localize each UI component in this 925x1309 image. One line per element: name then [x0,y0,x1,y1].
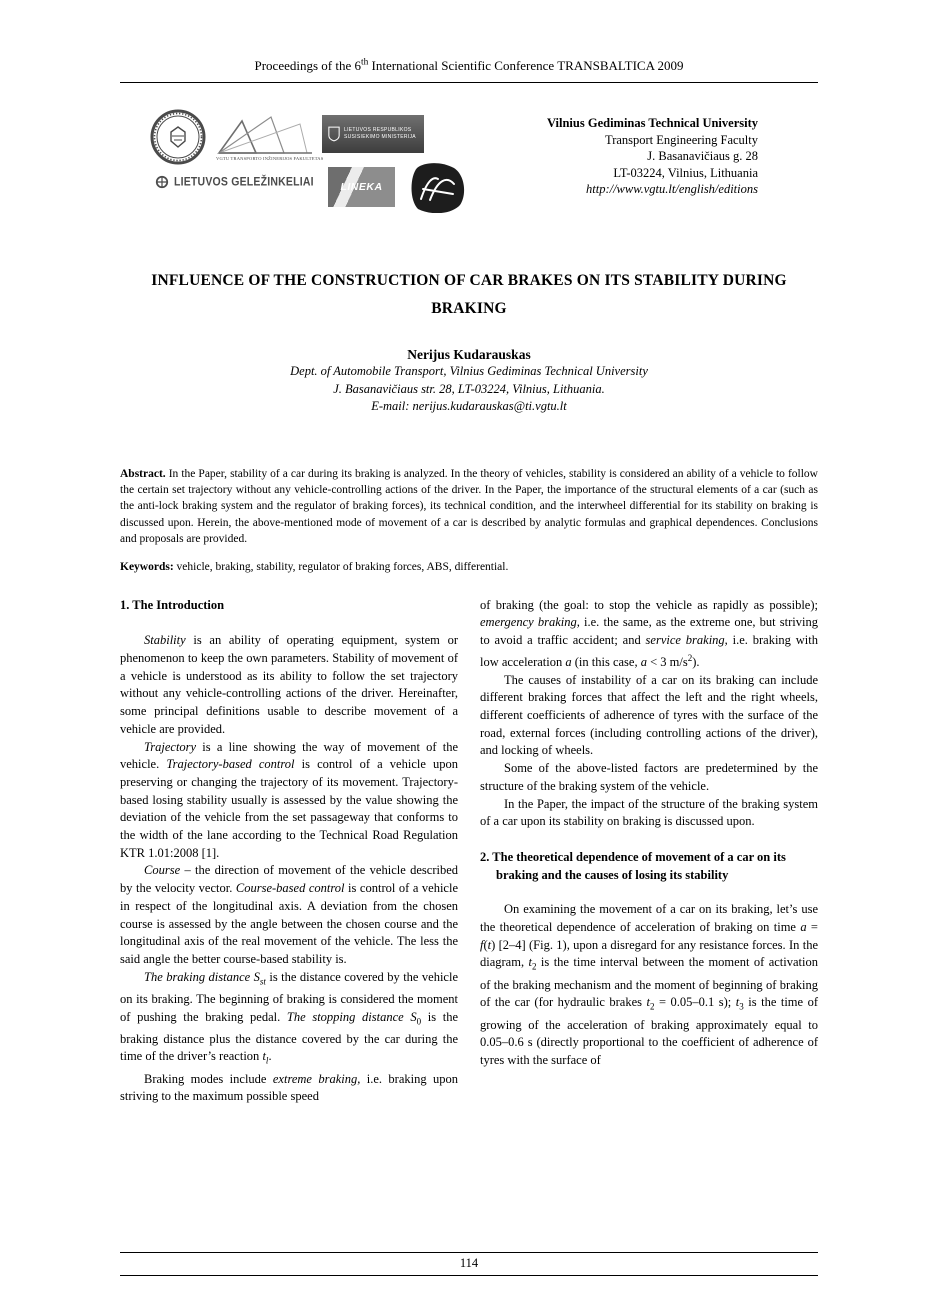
partner-logo [408,163,466,213]
faculty-logo-caption: VGTU TRANSPORTO INŽINERIJOS FAKULTETAS [216,156,324,162]
paragraph: Some of the above-listed factors are predetermined by the structure of the braking system of the vehicle. [480,761,818,793]
keywords: Keywords: vehicle, braking, stability, regulator of braking forces, ABS, differential. [120,561,509,574]
ministry-logo-line2: SUSISIEKIMO MINISTERIJA [344,134,416,141]
railways-logo-label: LIETUVOS GELEŽINKELIAI [174,175,314,190]
running-header [120,58,818,83]
lineka-logo-label: LINEKA [340,181,383,194]
paragraph: Braking modes include extreme braking, i.e. braking upon striving to the maximum possible speed [120,1071,458,1104]
paragraph: Trajectory is a line showing the way of movement of the vehicle. Trajectory-based control is control of a vehicle upon preserving or changing the trajectory of its movement. Trajectory-based losing stability usually is assessed by the value showing the deviation of the vehicle from the set passageway that conforms to the width of the lane according to the Technical Road Regulation KTR 1.01:2008 [1]. [120,739,459,860]
ministry-logo-text [344,127,416,142]
two-column-body [120,597,818,1106]
lineka-logo [328,167,395,207]
author-email: E-mail: nerijus.kudarauskas@ti.vgtu.lt [371,399,567,414]
paragraph: The causes of instability of a car on its braking can include different braking forces that affect the left and the right wheels, different coefficients of adherence of tyres with the surface of the road, external forces (including controlling actions of the driver), and locking of wheels. [480,672,818,758]
article-title: INFLUENCE OF THE CONSTRUCTION OF CAR BRAKES ON ITS STABILITY DURING BRAKING [151,272,787,318]
section-heading-theoretical-dependence: 2. The theoretical dependence of movement of a car on its braking and the causes of losing its stability [480,849,786,882]
section-heading-introduction: 1. The Introduction [120,597,225,612]
paragraph: On examining the movement of a car on its braking, let’s use the theoretical dependence of acceleration of braking on time a = f(t) [2–4] (Fig. 1), upon a disregard for any resistance forces. In the diagram, $t_2$ is the time interval between the moment of activation of the braking mechanism and the moment of beginning of braking of the car (for hydraulic brakes $t_2 = 0.05-0.1$ s); $t_3$ is the time of growing of the acceleration of braking approximately equal to 0.05–0.6 s (directly proportional to the coefficient of adherence of tyres with the surface of [480,902,818,1067]
author-address: J. Basanavičiaus str. 28, LT-03224, Vilnius, Lithuania. [333,381,605,396]
author-name: Nerijus Kudarauskas [407,347,531,363]
affiliation-block [547,115,758,198]
affiliation-city: LT-03224, Vilnius, Lithuania [613,165,758,180]
paragraph: Course – the direction of movement of the vehicle described by the velocity vector. Course-based control is control of a vehicle in respect of the longitudinal axis. A deviation from the chosen course is assessed by the angle between the chosen course and the longitudinal axis of the real movement of the vehicle. The less the said angle the better course-based stability is. [120,863,458,966]
right-column [480,597,818,1106]
university-seal-logo [150,109,206,165]
railways-wheel-icon [154,175,170,189]
paragraph: In the Paper, the impact of the structure of the braking system of a car upon its stability on braking is discussed upon. [480,796,818,829]
ministry-logo [322,115,424,153]
paragraph: The braking distance $S_{st}$ is the distance covered by the vehicle on its braking. The beginning of braking is considered the moment of pushing the braking pedal. The stopping distance $S_0$ is the braking distance plus the distance covered by the car during the time of the driver’s reaction $t_l$. [120,969,459,1066]
logo-cluster [120,109,450,219]
ministry-shield-icon [328,126,340,142]
page-footer [120,1252,818,1276]
author-block [120,347,818,416]
page-content [120,0,818,1106]
ministry-logo-line1: LIETUVOS RESPUBLIKOS [344,126,412,133]
paragraph: Stability is an ability of operating equipment, system or phenomenon to keep the own parameters. Stability of movement of a vehicle is understood as its ability to follow the set trajectory without any vehicle-controlling actions of the driver. Hereinafter, some principal definitions usable to describe movement of a vehicle are provided. [120,633,458,736]
masthead [120,109,818,219]
faculty-fan-logo [216,115,324,162]
paragraph: of braking (the goal: to stop the vehicle as rapidly as possible); emergency braking, i.e. the same, as the extreme one, but striving to avoid a traffic accident; and service braking, i.e. braking with low acceleration a (in this case, a < 3 $m/s^2$). [480,597,818,669]
author-department: Dept. of Automobile Transport, Vilnius Gediminas Technical University [290,364,648,379]
left-column [120,597,458,1106]
page-number: 114 [459,1256,479,1270]
railways-logo [154,175,314,189]
affiliation-faculty: Transport Engineering Faculty [605,132,758,147]
affiliation-address: J. Basanavičiaus g. 28 [647,149,758,164]
proceedings-title: Proceedings of the 6th International Scientific Conference TRANSBALTICA 2009 [254,58,684,74]
abstract: Abstract. In the Paper, stability of a car during its braking is analyzed. In the theory of vehicles, stability is considered an ability of a vehicle to follow the certain set trajectory without any vehicle-controlling actions of the driver. In the Paper, the importance of the structural elements of a car (such as the anti-lock braking system and the regulator of braking forces), its technical condition, and the interwheel differential for its stability on braking is discussed upon. Herein, the above-mentioned mode of movement of a car is described by analytic formulas and graphical dependences. Conclusions and proposals are provided. [120,467,818,546]
affiliation-url: http://www.vgtu.lt/english/editions [586,182,758,197]
affiliation-university: Vilnius Gediminas Technical University [546,116,758,131]
